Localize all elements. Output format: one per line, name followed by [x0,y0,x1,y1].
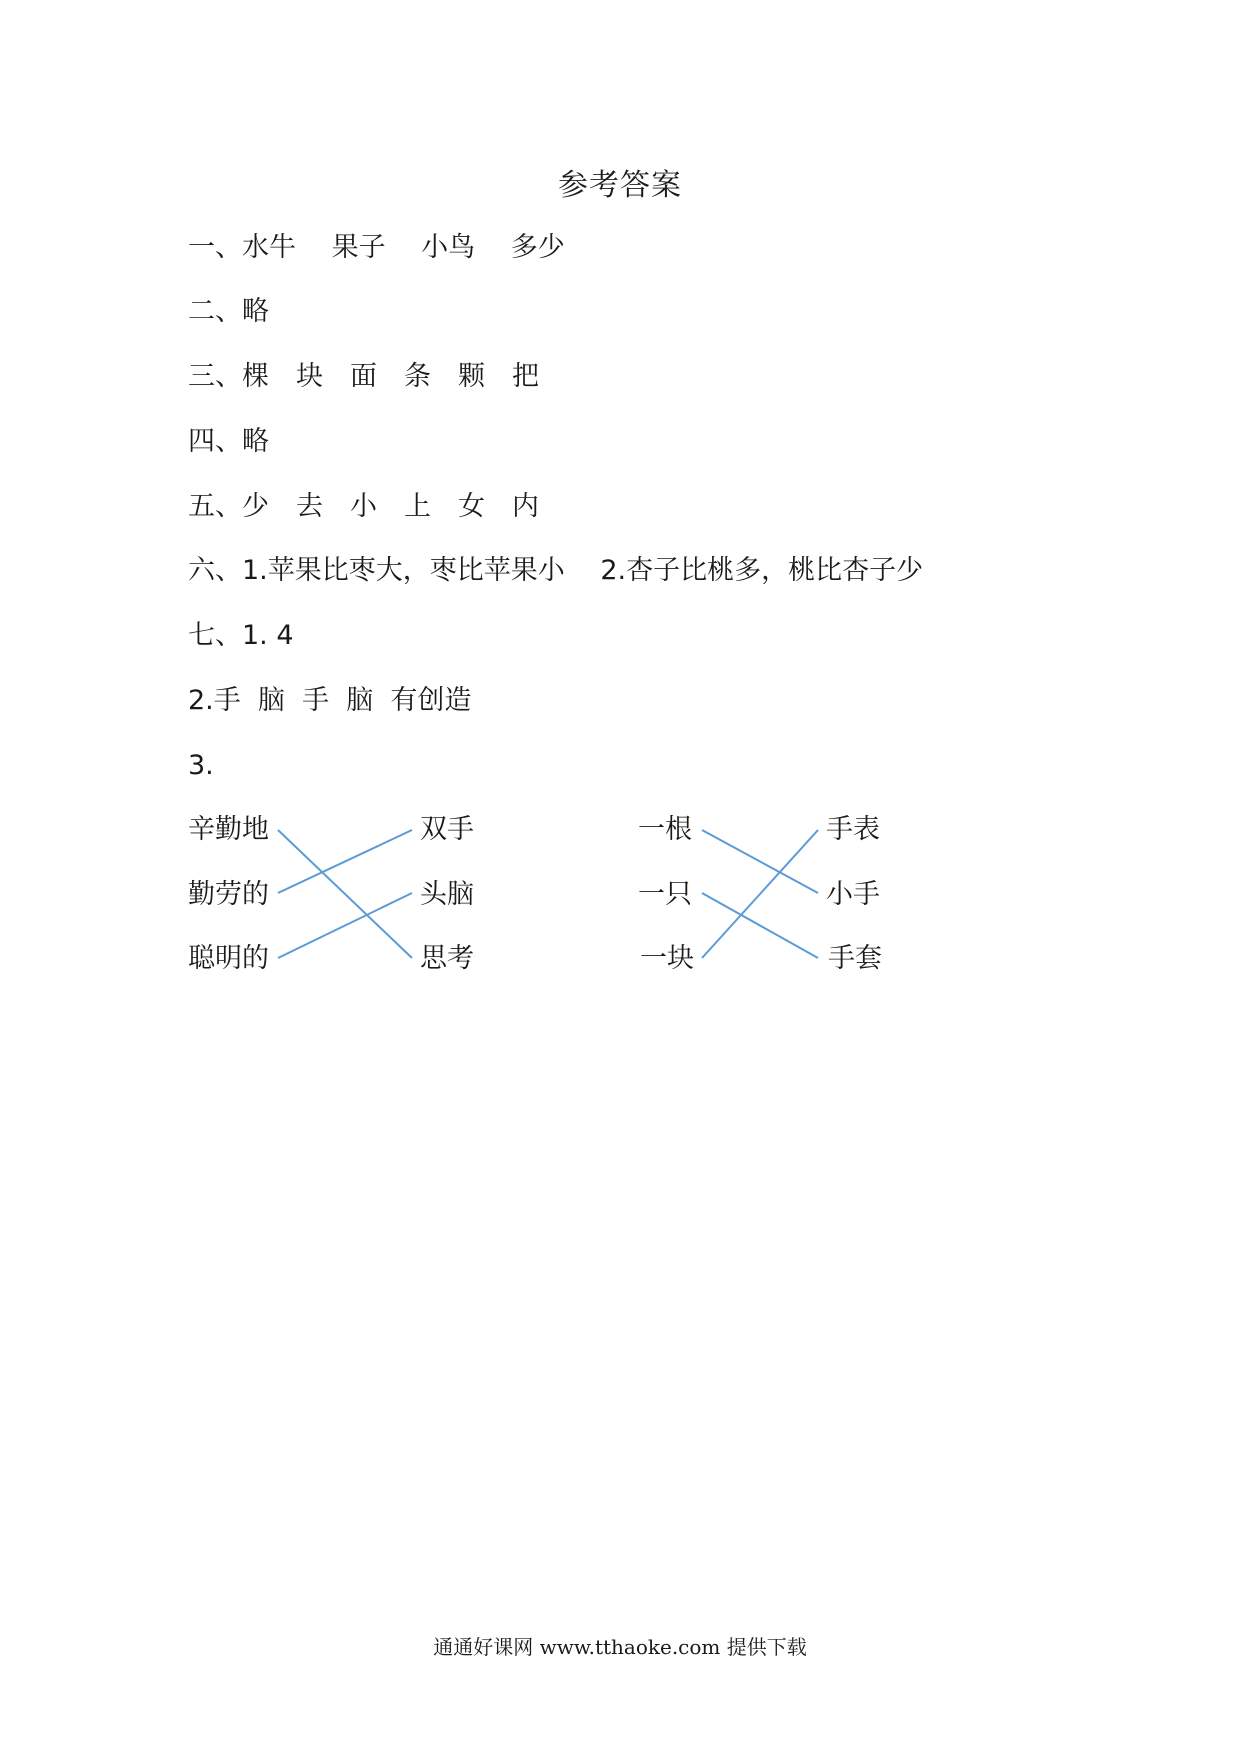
match-right-target-3: 手套 [828,943,882,974]
answer-line-4: 四、略 [188,426,269,457]
match-left-target-3: 思考 [420,943,474,974]
answer-line-7: 七、1. 4 [188,620,294,651]
match-left-word-2: 勤劳的 [188,879,269,910]
answer-line-3: 三、棵 块 面 条 颗 把 [188,361,539,392]
match-left-target-2: 头脑 [420,879,474,910]
match-line-left-2 [278,830,412,893]
match-line-right-2 [702,893,818,958]
match-right-word-2: 一只 [638,879,692,910]
match-right-target-2: 小手 [826,879,880,910]
answer-line-2: 二、略 [188,296,269,327]
match-right-word-3: 一块 [640,943,694,974]
match-left-word-3: 聪明的 [188,943,269,974]
page-title: 参考答案 [558,168,682,203]
match-line-left-3 [278,893,412,958]
match-line-left-1 [278,830,412,958]
match-line-right-1 [702,830,818,893]
answer-line-6: 六、1.苹果比枣大，枣比苹果小 2.杏子比桃多，桃比杏子少 [188,555,924,586]
answer-line-1: 一、水牛 果子 小鸟 多少 [188,232,565,263]
footer-source: 通通好课网 www.tthaoke.com 提供下载 [433,1635,807,1659]
answer-line-9: 3. [188,750,214,781]
match-line-right-3 [702,830,818,958]
match-left-target-1: 双手 [420,814,474,845]
answer-line-5: 五、少 去 小 上 女 内 [188,491,539,522]
match-right-word-1: 一根 [638,814,692,845]
match-left-word-1: 辛勤地 [188,814,269,845]
match-right-target-1: 手表 [826,814,880,845]
answer-line-8: 2.手 脑 手 脑 有创造 [188,685,472,716]
